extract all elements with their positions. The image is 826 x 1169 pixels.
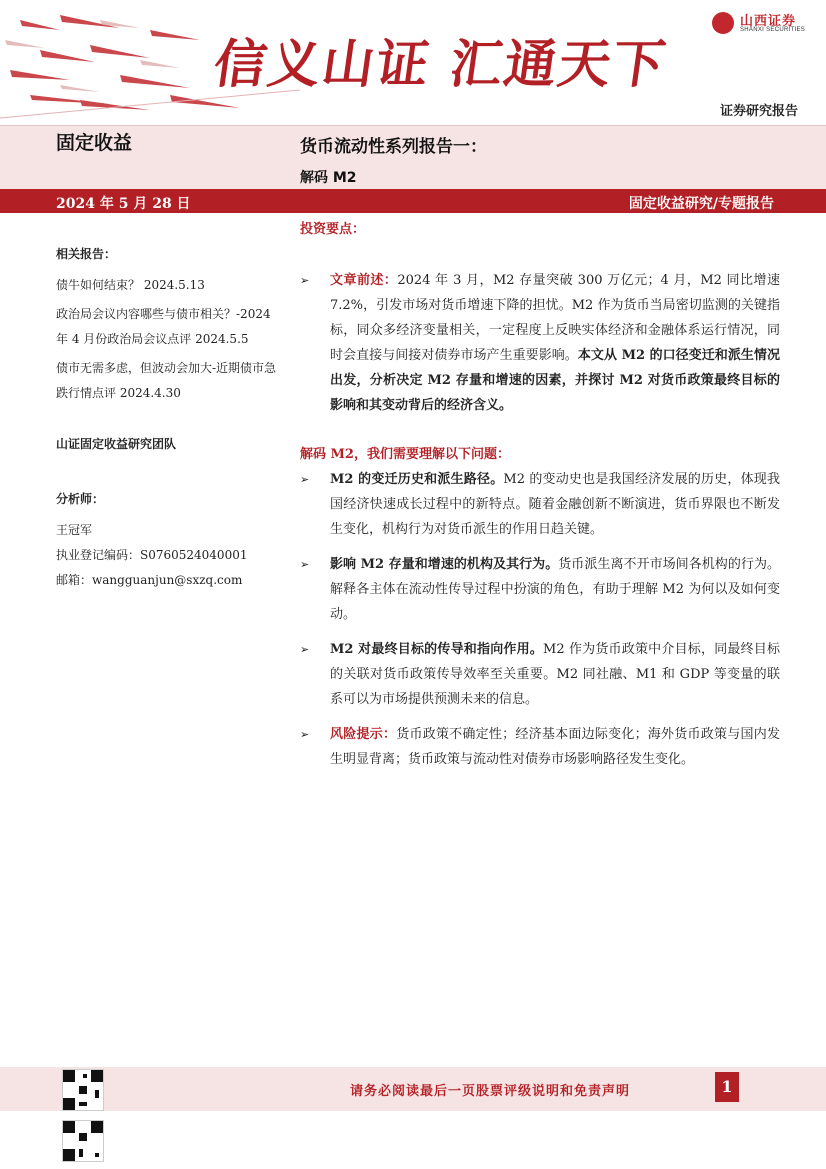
arrow-bullet-icon: ➢ (300, 274, 310, 287)
question-item: ➢ M2 对最终目标的传导和指向作用。M2 作为货币政策中介目标，同最终目标的关联对货币政策传导效率至关重要。M2 同社融、M1 和 GDP 等变量的联系可以为市场提供预测未来的信息。 (300, 637, 780, 712)
arrow-bullet-icon: ➢ (300, 558, 310, 571)
questions-heading: 解码 M2，我们需要理解以下问题： (300, 447, 510, 462)
arrow-bullet-icon: ➢ (300, 728, 310, 741)
disclaimer-note: 请务必阅读最后一页股票评级说明和免责声明 (350, 1084, 631, 1099)
sidebar (56, 242, 278, 593)
related-heading: 相关报告： (56, 247, 117, 261)
report-subtitle: 解码 M2 (300, 170, 357, 186)
page-number: 1 (715, 1072, 739, 1102)
risk-paragraph: ➢ 风险提示：货币政策不确定性；经济基本面边际变化；海外货币政策与国内发生明显背离；货币政策与流动性对债券市场影响路径发生变化。 (300, 722, 780, 772)
related-item[interactable]: 债市无需多虑，但波动会加大-近期债市急跌行情点评 2024.4.30 (56, 361, 277, 400)
report-type: 证券研究报告 (720, 104, 799, 119)
report-category: 固定收益 (56, 132, 133, 154)
brand-name-en: SHANXI SECURITIES (740, 27, 806, 33)
slogan: 信义山证 汇通天下 (210, 34, 671, 95)
analyst-heading: 分析师： (56, 492, 105, 506)
report-title: 货币流动性系列报告一： (300, 137, 487, 157)
brand-name: 山西证券 (740, 14, 797, 29)
analyst-name: 王冠军 (56, 523, 93, 537)
question-item: ➢ M2 的变迁历史和派生路径。M2 的变动史也是我国经济发展的历史，体现我国经济快速成长过程中的新特点。随着金融创新不断演进，货币界限也不断发生变化，机构行为对货币派生的作用日趋关键。 (300, 467, 780, 542)
main-content (300, 217, 780, 772)
related-item[interactable]: 债牛如何结束？ 2024.5.13 (56, 278, 205, 292)
invest-heading: 投资要点： (300, 222, 366, 237)
question-item: ➢ 影响 M2 存量和增速的机构及其行为。货币派生离不开市场间各机构的行为。解释各主体在流动性传导过程中扮演的角色，有助于理解 M2 为何以及如何变动。 (300, 552, 780, 627)
analyst-license: 执业登记编码：S0760524040001 (56, 548, 248, 562)
related-item[interactable]: 政治局会议内容哪些与债市相关？-2024 年 4 月份政治局会议点评 2024.5.5 (56, 307, 271, 346)
arrow-bullet-icon: ➢ (300, 473, 310, 486)
team-name: 山证固定收益研究团队 (56, 437, 177, 451)
report-series: 固定收益研究/专题报告 (628, 196, 774, 212)
brand-logo (712, 10, 812, 36)
report-date: 2024 年 5 月 28 日 (56, 196, 191, 212)
arrow-bullet-icon: ➢ (300, 643, 310, 656)
analyst-email[interactable]: 邮箱：wangguanjun@sxzq.com (56, 573, 243, 587)
logo-icon (712, 12, 734, 34)
summary-paragraph: ➢ 文章前述：2024 年 3 月，M2 存量突破 300 万亿元；4 月，M2 同比增速 7.2%，引发市场对货币增速下降的担忧。M2 作为货币当局密切监测的关键指标，同众多经济变量相关，一定程度上反映实体经济和金融体系运行情况，同时会直接与间接对债券市场产生重要影响。本文从 M2 的口径变迁和派生情况出发，分析决定 M2 存量和增速的因素，并探讨 M2 对货币政策最终目标的影响和其变动背后的经济含义。 (300, 268, 780, 418)
qr-code-icon (62, 1120, 104, 1162)
qr-code-icon (62, 1069, 104, 1111)
